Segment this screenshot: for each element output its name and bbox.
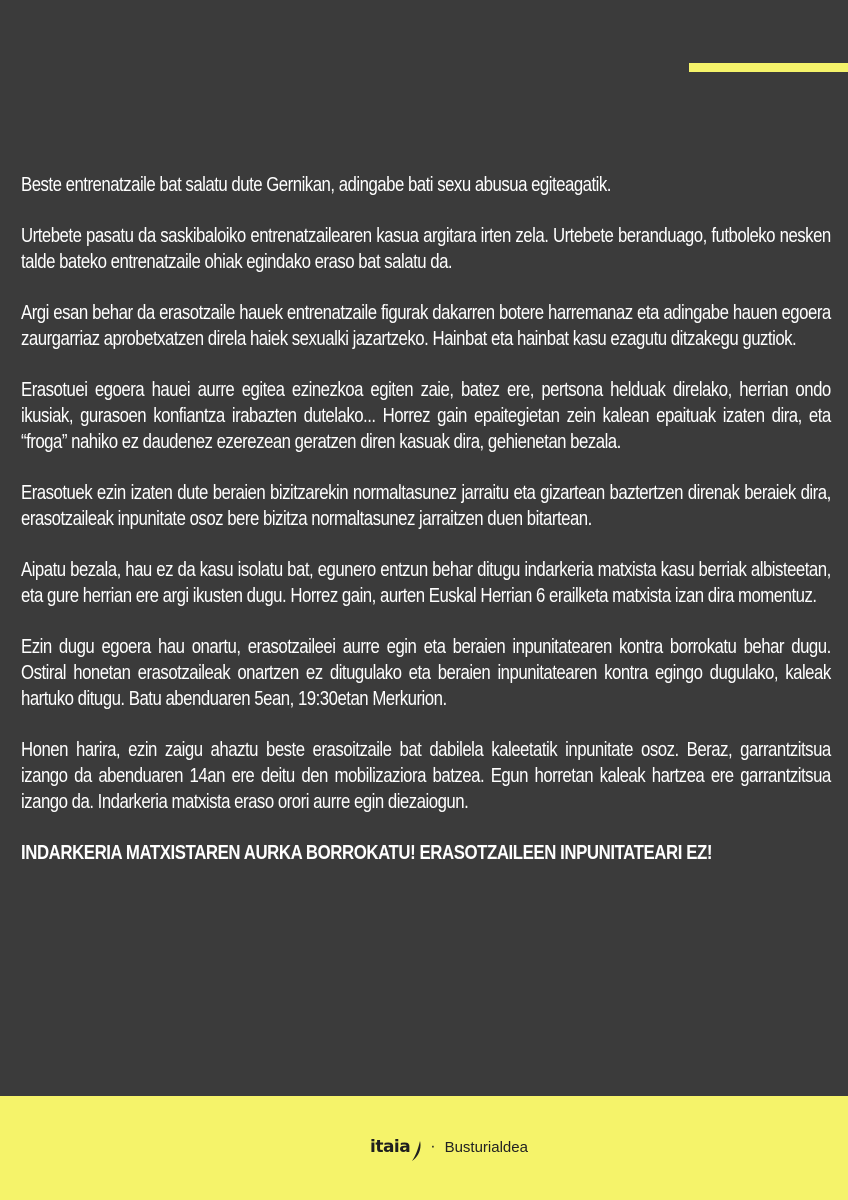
paragraph-7: Ezin dugu egoera hau onartu, erasotzaileei aurre egin eta beraien inpunitatearen kontra borrokatu behar dugu. Ostiral honetan erasotzaileak onartzen ez ditugulako eta beraien inpunitatearen kontra egingo dugulako, kaleak hartuko ditugu. Batu abenduaren 5ean, 19:30etan Merkurion.: [21, 636, 831, 710]
paragraph-6: Aipatu bezala, hau ez da kasu isolatu bat, egunero entzun behar ditugu indarkeria matxista kasu berriak albisteetan, eta gure herrian ere argi ikusten dugu. Horrez gain, aurten Euskal Herrian 6 erailketa matxista izan dira momentuz.: [21, 559, 831, 607]
logo-swoosh-icon: [412, 1141, 422, 1161]
separator-dot: ·: [430, 1138, 436, 1155]
statement-body: [21, 172, 831, 891]
paragraph-1: Beste entrenatzaile bat salatu dute Gernikan, adingabe bati sexu abusua egiteagatik.: [21, 174, 611, 196]
paragraph-4: Erasotuei egoera hauei aurre egitea ezinezkoa egiten zaie, batez ere, pertsona helduak direlako, herrian ondo ikusiak, gurasoen konfiantza irabazten dutelako... Horrez gain epaitegietan zein kalean epaituak izaten dira, eta “froga” nahiko ez daudenez ezerezean geratzen diren kasuak dira, gehienetan bezala.: [21, 379, 831, 453]
logo-text: itaia: [370, 1137, 411, 1157]
paragraph-2: Urtebete pasatu da saskibaloiko entrenatzailearen kasua argitara irten zela. Urtebete beranduago, futboleko nesken talde bateko entrenatzaile ohiak egindako eraso bat salatu da.: [21, 225, 831, 273]
closing-slogan: INDARKERIA MATXISTAREN AURKA BORROKATU! ERASOTZAILEEN INPUNITATEARI EZ!: [21, 842, 713, 864]
paragraph-5: Erasotuek ezin izaten dute beraien bizitzarekin normaltasunez jarraitu eta gizartean baztertzen direnak beraiek dira, erasotzaileak inpunitate osoz bere bizitza normaltasunez jarraitzen duen bitartean.: [21, 482, 831, 530]
footer-brand: [370, 1133, 528, 1161]
accent-line: [689, 63, 848, 72]
region-name: Busturialdea: [444, 1138, 528, 1156]
paragraph-3: Argi esan behar da erasotzaile hauek entrenatzaile figurak dakarren botere harremanaz eta adingabe hauen egoera zaurgarriaz aprobetxatzen direla haiek sexualki jazartzeko. Hainbat eta hainbat kasu ezagutu ditzakegu guztiok.: [21, 302, 831, 350]
paragraph-8: Honen harira, ezin zaigu ahaztu beste erasoitzaile bat dabilela kaleetatik inpunitate osoz. Beraz, garrantzitsua izango da abenduaren 14an ere deitu den mobilizaziora batzea. Egun horretan kaleak hartzea ere garrantzitsua izango da. Indarkeria matxista eraso orori aurre egin diezaiogun.: [21, 739, 831, 813]
itaia-logo: [370, 1137, 416, 1157]
